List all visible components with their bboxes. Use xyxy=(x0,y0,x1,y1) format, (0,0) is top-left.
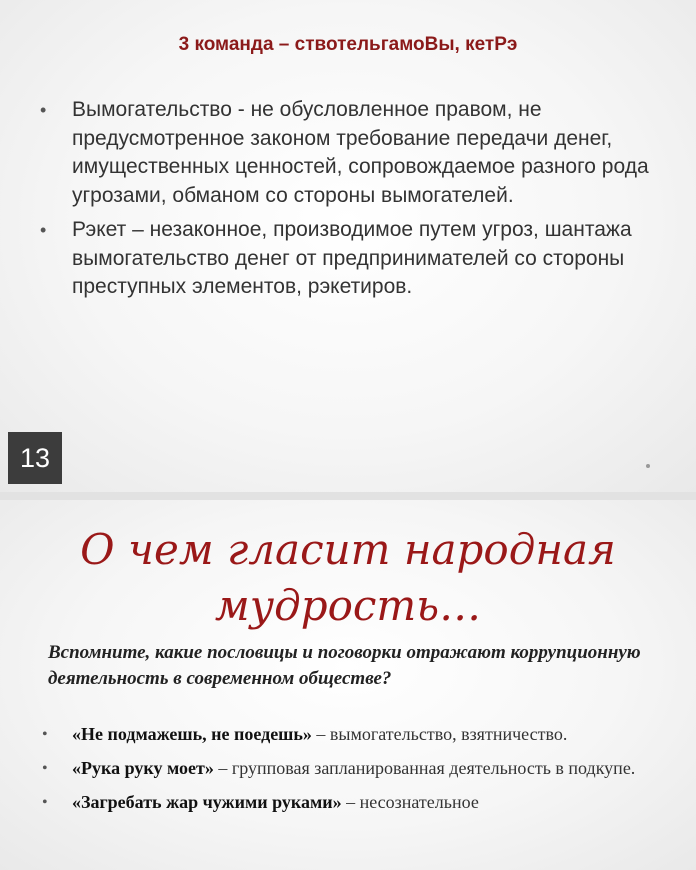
slide-title: О чем гласит народная мудрость… xyxy=(80,525,616,630)
slide-number-badge: 13 xyxy=(8,432,62,484)
bullet-racket: • Рэкет – незаконное, производимое путем угроз, шантажа вымогательство денег от предпринимателей со стороны преступных элементов, рэкетиров. xyxy=(40,216,655,302)
proverb-text: «Рука руку моет» xyxy=(72,758,214,778)
slide-folk-wisdom xyxy=(0,500,696,870)
proverb-meaning: – групповая запланированная деятельность в подкупе. xyxy=(213,758,636,778)
proverb-list xyxy=(40,722,652,824)
proverb-item xyxy=(40,790,652,815)
bullet-extortion: • Вымогательство - не обусловленное правом, не предусмотренное законом требование передачи денег, имущественных ценностей, сопровождаемое разного рода угрозами, обманом со стороны вымогателей. xyxy=(40,96,655,210)
proverb-text: «Загребать жар чужими руками» xyxy=(72,792,342,812)
proverb-meaning: – вымогательство, взятничество. xyxy=(311,724,568,744)
proverb-item xyxy=(40,722,652,747)
question-text: Вспомните, какие пословицы и поговорки отражают коррупционную деятельность в современном обществе? xyxy=(48,642,641,689)
proverb-meaning: – несознательное xyxy=(341,792,479,812)
definition-list xyxy=(40,96,655,308)
decorative-dot xyxy=(646,464,650,468)
proverb-text: «Не подмажешь, не поедешь» xyxy=(72,724,312,744)
proverb-item xyxy=(40,756,652,781)
slide-title: 3 команда – ствотельгамоВы, кетРэ xyxy=(178,34,518,55)
